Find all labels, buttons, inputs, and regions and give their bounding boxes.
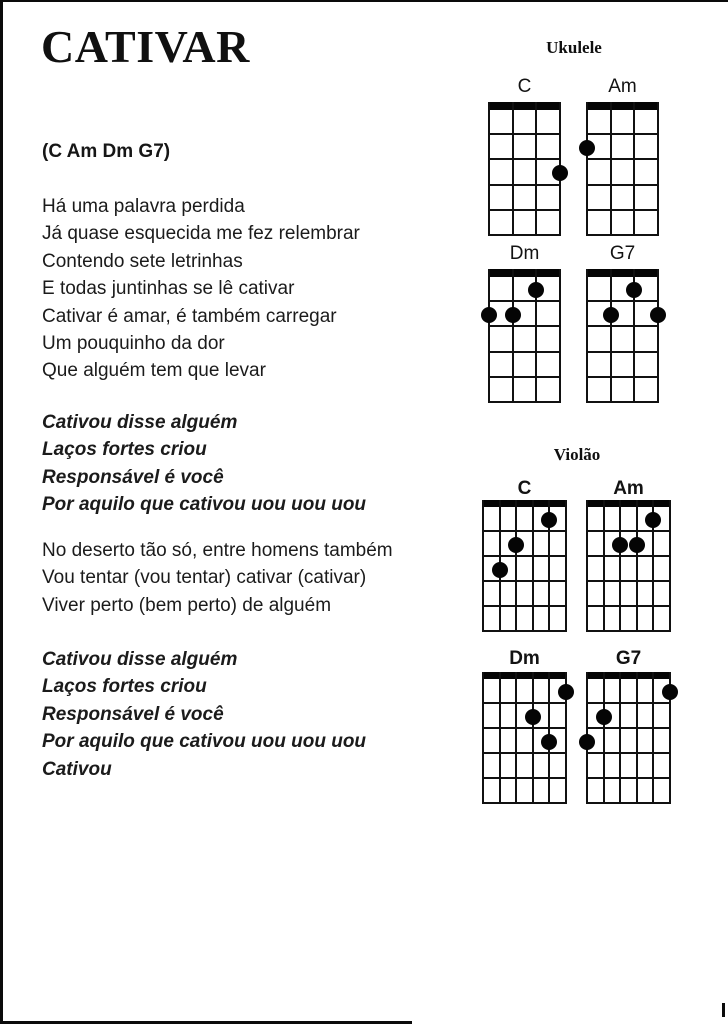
string-line [532, 672, 534, 804]
fret-line [586, 133, 659, 135]
verse-block [42, 193, 472, 385]
lyric-line: Cativou disse alguém [42, 412, 238, 433]
string-line [482, 500, 484, 632]
string-line [532, 500, 534, 632]
finger-dot [626, 282, 642, 298]
chord-name-violão-g7: G7 [615, 648, 642, 669]
chord-name-ukulele-g7: G7 [609, 243, 636, 264]
string-line [535, 102, 537, 236]
lyric-line: Que alguém tem que levar [42, 360, 266, 382]
string-line [565, 500, 567, 632]
finger-dot [579, 140, 595, 156]
chord-name-violão-c: C [517, 478, 532, 499]
finger-dot [541, 734, 557, 750]
string-line [515, 672, 517, 804]
fret-line [586, 580, 671, 582]
string-line [512, 269, 514, 403]
chord-name-violão-dm: Dm [509, 648, 540, 669]
string-line [657, 269, 659, 403]
fret-line [586, 530, 671, 532]
lyric-line: No deserto tão só, entre homens também [42, 540, 393, 561]
finger-dot [645, 512, 661, 528]
chord-name-ukulele-dm: Dm [509, 243, 540, 264]
finger-dot [505, 307, 521, 323]
lyric-line: Cativou disse alguém [42, 649, 238, 670]
fret-line [586, 401, 659, 403]
chord-diagram-ukulele-g7 [586, 269, 659, 403]
string-line [610, 102, 612, 236]
string-line [619, 500, 621, 632]
string-line [586, 500, 588, 632]
chorus-block [42, 646, 472, 783]
fret-line [482, 702, 567, 704]
lyric-line: Laços fortes criou [42, 439, 207, 461]
verse-block [42, 537, 472, 619]
string-line [652, 672, 654, 804]
fret-line [482, 530, 567, 532]
chord-name-ukulele-c: C [517, 76, 532, 97]
finger-dot [596, 709, 612, 725]
finger-dot [492, 562, 508, 578]
lyric-line: Um pouquinho da dor [42, 333, 225, 355]
fret-line [586, 376, 659, 378]
fret-line [586, 802, 671, 804]
fret-line [586, 209, 659, 211]
fret-line [488, 234, 561, 236]
lyric-line: E todas juntinhas se lê cativar [42, 278, 295, 300]
string-line [586, 269, 588, 403]
chord-diagram-violão-g7 [586, 672, 671, 804]
string-line [610, 269, 612, 403]
lyric-line: Por aquilo que cativou uou uou uou [42, 494, 367, 516]
finger-dot [603, 307, 619, 323]
fret-line [482, 580, 567, 582]
nut-bar [586, 102, 659, 110]
fret-line [488, 133, 561, 135]
fret-line [488, 158, 561, 160]
fret-line [488, 325, 561, 327]
string-line [636, 672, 638, 804]
finger-dot [508, 537, 524, 553]
string-line [512, 102, 514, 236]
lyric-line: Responsável é você [42, 466, 224, 488]
chord-diagram-ukulele-dm [488, 269, 561, 403]
fret-line [586, 351, 659, 353]
fret-line [488, 351, 561, 353]
chorus-block [42, 409, 472, 519]
fret-line [488, 300, 561, 302]
string-line [657, 102, 659, 236]
fret-line [488, 401, 561, 403]
chord-diagram-ukulele-am [586, 102, 659, 236]
fret-line [482, 802, 567, 804]
fret-line [482, 727, 567, 729]
string-line [488, 269, 490, 403]
string-line [636, 500, 638, 632]
lyric-line: Cativar é amar, é também carregar [42, 305, 337, 327]
fret-line [586, 555, 671, 557]
finger-dot [525, 709, 541, 725]
fret-line [586, 752, 671, 754]
string-line [499, 672, 501, 804]
fret-line [586, 325, 659, 327]
lyric-line: Contendo sete letrinhas [42, 250, 243, 272]
nut-bar [586, 269, 659, 277]
string-line [669, 500, 671, 632]
string-line [515, 500, 517, 632]
lyric-line: Há uma palavra perdida [42, 196, 245, 217]
chord-diagram-violão-am [586, 500, 671, 632]
lyric-line: Laços fortes criou [42, 676, 207, 698]
fret-line [586, 727, 671, 729]
chord-diagram-ukulele-c [488, 102, 561, 236]
page-title: CATIVAR [41, 21, 250, 72]
lyric-line: Por aquilo que cativou uou uou uou [42, 731, 367, 753]
finger-dot [650, 307, 666, 323]
string-line [586, 102, 588, 236]
string-line [619, 672, 621, 804]
fret-line [488, 184, 561, 186]
fret-line [586, 630, 671, 632]
fret-line [586, 777, 671, 779]
lyric-line: Já quase esquecida me fez relembrar [42, 223, 360, 245]
finger-dot [662, 684, 678, 700]
nut-bar [586, 500, 671, 507]
finger-dot [528, 282, 544, 298]
scan-edge-right-tick [722, 1003, 725, 1017]
finger-dot [558, 684, 574, 700]
finger-dot [579, 734, 595, 750]
fret-line [586, 234, 659, 236]
fret-line [586, 300, 659, 302]
fret-line [488, 376, 561, 378]
finger-dot [481, 307, 497, 323]
fret-line [488, 209, 561, 211]
finger-dot [629, 537, 645, 553]
chord-name-violão-am: Am [613, 478, 644, 499]
fret-line [482, 555, 567, 557]
chord-name-ukulele-am: Am [608, 76, 637, 97]
chord-diagram-violão-dm [482, 672, 567, 804]
nut-bar [488, 269, 561, 277]
fret-line [586, 605, 671, 607]
fret-line [482, 752, 567, 754]
scan-edge-top [0, 0, 728, 2]
finger-dot [541, 512, 557, 528]
string-line [488, 102, 490, 236]
string-line [633, 102, 635, 236]
fret-line [482, 605, 567, 607]
fret-line [482, 630, 567, 632]
string-line [603, 672, 605, 804]
string-line [559, 269, 561, 403]
fret-line [586, 702, 671, 704]
nut-bar [586, 672, 671, 679]
string-line [603, 500, 605, 632]
chord-progression: (C Am Dm G7) [42, 141, 171, 162]
fret-line [586, 184, 659, 186]
ukulele-section-header: Ukulele [546, 38, 602, 57]
lyric-line: Responsável é você [42, 703, 224, 725]
chord-diagram-violão-c [482, 500, 567, 632]
fret-line [482, 777, 567, 779]
lyric-line: Vou tentar (vou tentar) cativar (cativar) [42, 567, 367, 589]
scan-edge-left [0, 0, 3, 1024]
finger-dot [612, 537, 628, 553]
nut-bar [488, 102, 561, 110]
string-line [482, 672, 484, 804]
finger-dot [552, 165, 568, 181]
violao-section-header: Violão [553, 445, 601, 464]
nut-bar [482, 672, 567, 679]
lyric-line: Viver perto (bem perto) de alguém [42, 594, 332, 616]
nut-bar [482, 500, 567, 507]
fret-line [586, 158, 659, 160]
lyric-line: Cativou [42, 758, 112, 780]
